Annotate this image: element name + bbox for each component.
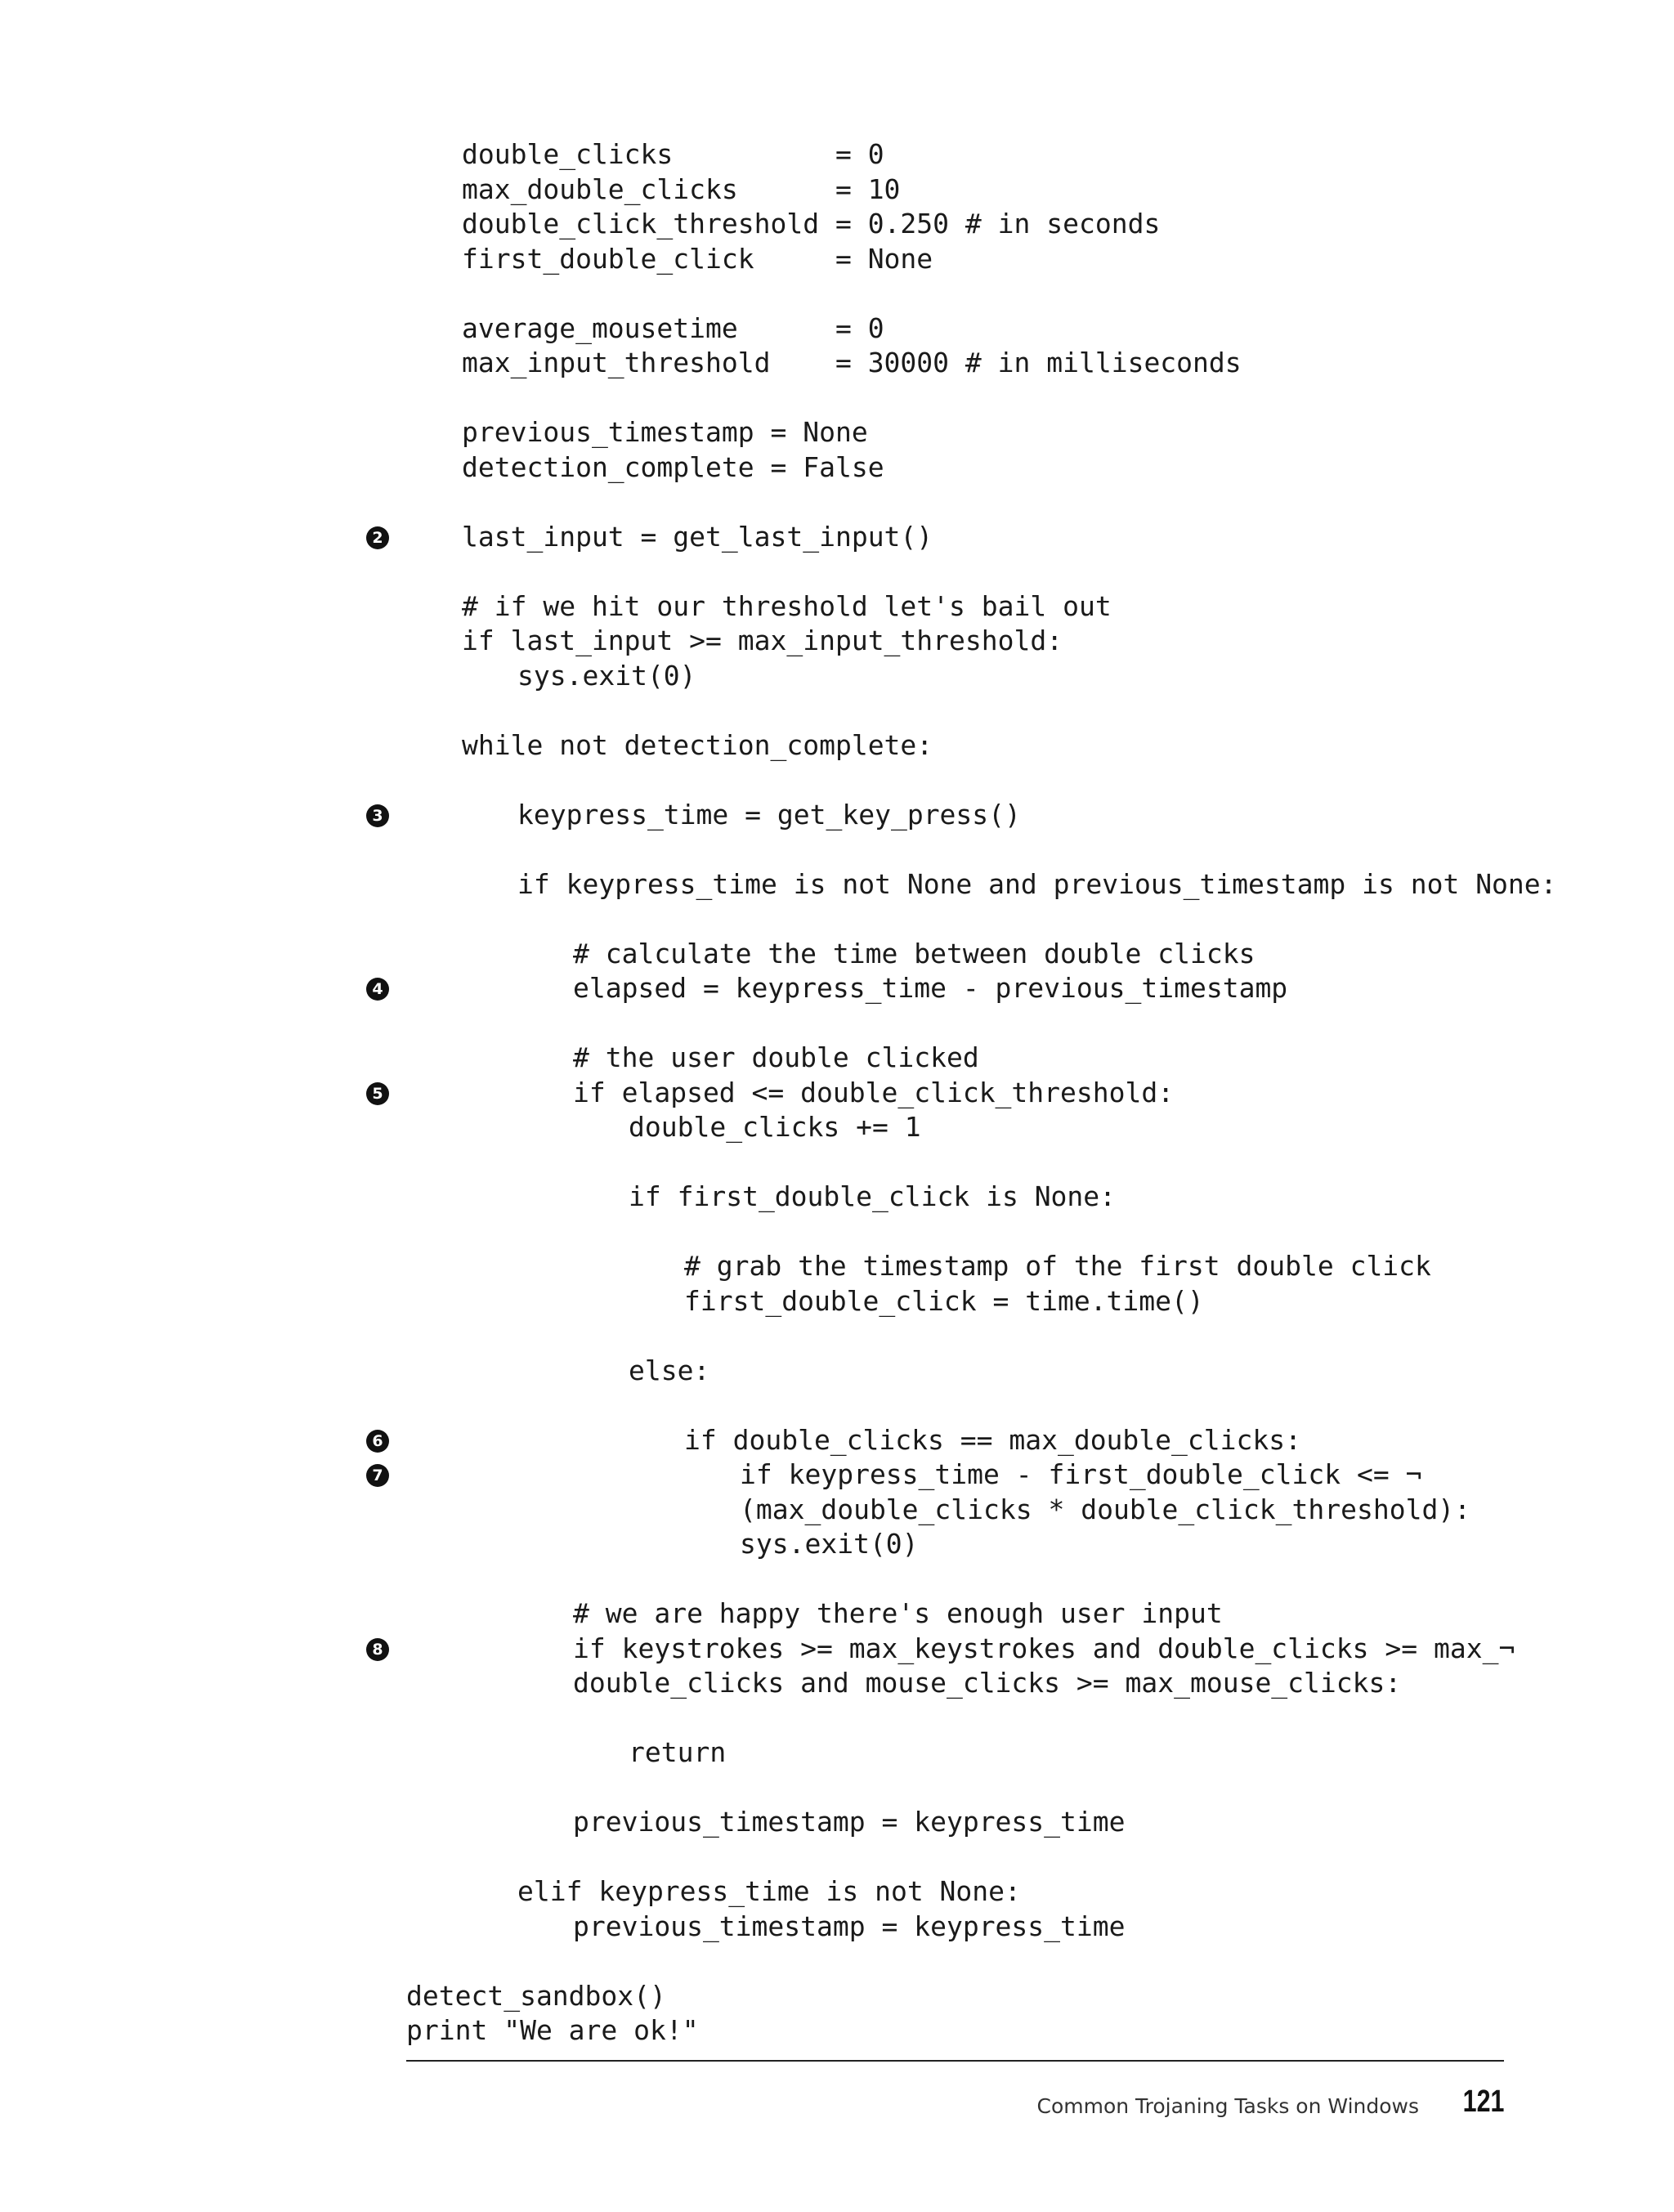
callout-marker: 6 [366, 1430, 389, 1453]
code-text: keypress_time = get_key_press() [517, 798, 1021, 831]
code-line [0, 1805, 1674, 1840]
code-text: sys.exit(0) [740, 1528, 919, 1560]
code-text: # grab the timestamp of the first double click [684, 1250, 1431, 1282]
code-text: (max_double_clicks * double_click_threshold): [740, 1493, 1471, 1525]
code-line [0, 1735, 1674, 1771]
code-text: if keypress_time is not None and previous_timestamp is not None: [517, 867, 1557, 900]
callout-marker: 2 [366, 526, 389, 549]
code-line [0, 2013, 1674, 2049]
code-line [0, 1527, 1674, 1562]
code-text: double_clicks and mouse_clicks >= max_mouse_clicks: [573, 1667, 1402, 1699]
code-line [0, 1874, 1674, 1910]
code-text: previous_timestamp = keypress_time [573, 1910, 1126, 1942]
code-line [0, 1979, 1674, 2014]
code-line [0, 1006, 1674, 1041]
code-line [0, 867, 1674, 902]
code-line [0, 798, 1674, 833]
code-line [0, 1388, 1674, 1423]
code-listing [0, 137, 1674, 2049]
code-text: else: [629, 1354, 710, 1386]
code-line [0, 832, 1674, 867]
code-line [0, 207, 1674, 242]
code-line [0, 1423, 1674, 1458]
code-text: max_input_threshold = 30000 # in milliseconds [462, 347, 1242, 378]
code-text: if keypress_time - first_double_click <= ¬ [740, 1458, 1422, 1490]
code-line [0, 763, 1674, 798]
code-line [0, 1354, 1674, 1389]
code-text: double_click_threshold = 0.250 # in seconds [462, 208, 1161, 240]
code-line [0, 1319, 1674, 1354]
code-line [0, 1249, 1674, 1284]
code-line [0, 172, 1674, 208]
code-text: if last_input >= max_input_threshold: [462, 625, 1063, 656]
code-text: if double_clicks == max_double_clicks: [684, 1423, 1301, 1456]
callout-marker: 3 [366, 804, 389, 827]
code-text: if first_double_click is None: [629, 1180, 1117, 1212]
code-text: detection_complete = False [462, 450, 884, 483]
code-line [0, 728, 1674, 763]
code-line [0, 1493, 1674, 1528]
code-line [0, 1076, 1674, 1111]
code-line [0, 276, 1674, 311]
code-text: # the user double clicked [573, 1041, 979, 1073]
code-line [0, 415, 1674, 450]
code-line [0, 1596, 1674, 1632]
code-text: first_double_click = None [462, 242, 933, 275]
code-line [0, 554, 1674, 589]
code-line [0, 520, 1674, 555]
code-line [0, 693, 1674, 728]
code-line [0, 971, 1674, 1006]
code-line [0, 1284, 1674, 1319]
code-text: previous_timestamp = None [462, 416, 868, 448]
code-line [0, 1110, 1674, 1145]
code-line [0, 1910, 1674, 1945]
code-text: previous_timestamp = keypress_time [573, 1806, 1126, 1838]
code-line [0, 659, 1674, 694]
code-line [0, 1180, 1674, 1215]
code-line [0, 1562, 1674, 1597]
code-line [0, 137, 1674, 172]
code-text: last_input = get_last_input() [462, 520, 933, 553]
code-text: first_double_click = time.time() [684, 1284, 1204, 1317]
code-line [0, 1771, 1674, 1806]
code-line [0, 381, 1674, 416]
code-line [0, 1215, 1674, 1250]
code-text: double_clicks = 0 [462, 138, 884, 170]
code-text: elapsed = keypress_time - previous_timestamp [573, 972, 1288, 1004]
code-line [0, 1666, 1674, 1701]
code-text: double_clicks += 1 [629, 1111, 921, 1143]
code-line [0, 1145, 1674, 1180]
code-text: return [629, 1736, 727, 1768]
code-line [0, 1041, 1674, 1076]
code-line [0, 1632, 1674, 1667]
code-line [0, 242, 1674, 277]
code-text: # if we hit our threshold let's bail out [462, 589, 1112, 622]
code-line [0, 1701, 1674, 1736]
callout-marker: 5 [366, 1082, 389, 1105]
code-text: # calculate the time between double clicks [573, 937, 1256, 969]
footer-rule [406, 2060, 1504, 2062]
code-line [0, 937, 1674, 972]
callout-marker: 4 [366, 978, 389, 1001]
code-text: # we are happy there's enough user input [573, 1597, 1223, 1629]
code-line [0, 902, 1674, 937]
code-text: max_double_clicks = 10 [462, 172, 901, 205]
code-line [0, 311, 1674, 347]
code-text: average_mousetime = 0 [462, 311, 884, 344]
code-text: detect_sandbox() [406, 1979, 666, 2012]
callout-marker: 7 [366, 1464, 389, 1487]
code-text: elif keypress_time is not None: [517, 1875, 1021, 1907]
code-line [0, 450, 1674, 486]
page-number: 121 [1462, 2084, 1504, 2119]
code-line [0, 1840, 1674, 1875]
code-line [0, 589, 1674, 625]
code-text: print "We are ok!" [406, 2014, 699, 2046]
code-text: if elapsed <= double_click_threshold: [573, 1076, 1175, 1108]
code-line [0, 485, 1674, 520]
code-line [0, 346, 1674, 381]
code-line [0, 1944, 1674, 1979]
callout-marker: 8 [366, 1638, 389, 1661]
code-text: sys.exit(0) [517, 659, 696, 692]
code-text: if keystrokes >= max_keystrokes and double_clicks >= max_¬ [573, 1632, 1515, 1664]
code-line [0, 1458, 1674, 1493]
code-line [0, 624, 1674, 659]
code-text: while not detection_complete: [462, 728, 933, 761]
footer-title: Common Trojaning Tasks on Windows [1036, 2094, 1419, 2118]
